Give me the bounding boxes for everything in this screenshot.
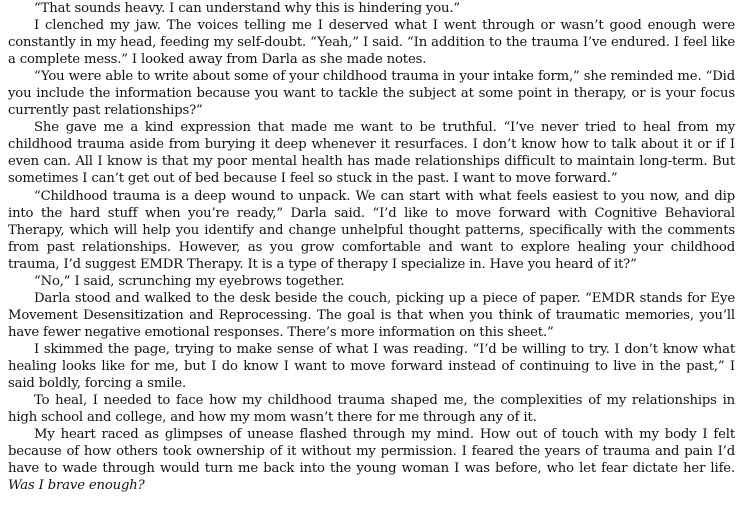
paragraph-6: “No,” I said, scrunching my eyebrows together. [34,273,345,289]
paragraph-9: To heal, I needed to face how my childhood trauma shaped me, the complexities of my relationships in high school and college, and how my mom wasn’t there for me through any of it. [8,393,735,426]
paragraph-5: “Childhood trauma is a deep wound to unpack. We can start with what feels easiest to you now, and dip into the hard stuff when you’re ready,” Darla said. “I’d like to move forward with Cognitive Behavioral Therapy, which will help you identify and change unhelpful thought patterns, specifically with the comments from past relationships. However, as you grow comfortable and want to explore healing your childhood trauma, I’d suggest EMDR Therapy. It is a type of therapy I specialize in. Have you heard of it?” [8,188,735,272]
paragraph-7: Darla stood and walked to the desk beside the couch, picking up a piece of paper. “EMDR stands for Eye Movement Desensitization and Reprocessing. The goal is that when you think of traumatic memories, you’ll have fewer negative emotional responses. There’s more information on this sheet.” [8,290,735,340]
closing-question: Was I brave enough? [8,478,145,494]
paragraph-8: I skimmed the page, trying to make sense of what I was reading. “I’d be willing to try. I don’t know what healing looks like for me, but I do know I want to move forward instead of continuing to live in the past,” I said boldly, forcing a smile. [8,341,735,392]
paragraph-3: “You were able to write about some of your childhood trauma in your intake form,” she reminded me. “Did you include the information because you want to tackle the subject at some point in therapy, or is your focus currently past relationships?” [8,69,735,119]
paragraph-1: “That sounds heavy. I can understand why this is hindering you.” [34,1,460,16]
paragraph-10-text: My heart raced as glimpses of unease flashed through my mind. How out of touch with my body I felt because of how others took ownership of it without my permission. I feared the years of trauma and pain I’d have to wade through would turn me back into the young woman I was before, who let fear dictate her life. [8,427,735,477]
paragraph-10 [8,426,735,494]
paragraph-2: I clenched my jaw. The voices telling me I deserved what I went through or wasn’t good enough were constantly in my head, feeding my self-doubt. “Yeah,” I said. “In addition to the trauma I’ve endured. I feel like a complete mess.” I looked away from Darla as she made notes. [8,18,735,68]
paragraph-4: She gave me a kind expression that made me want to be truthful. “I’ve never tried to heal from my childhood trauma aside from burying it deep whenever it resurfaces. I don’t know how to talk about it or if I even can. All I know is that my poor mental health has made relationships difficult to maintain long-term. But sometimes I can’t get out of bed because I feel so stuck in the past. I want to move forward.” [8,120,735,187]
